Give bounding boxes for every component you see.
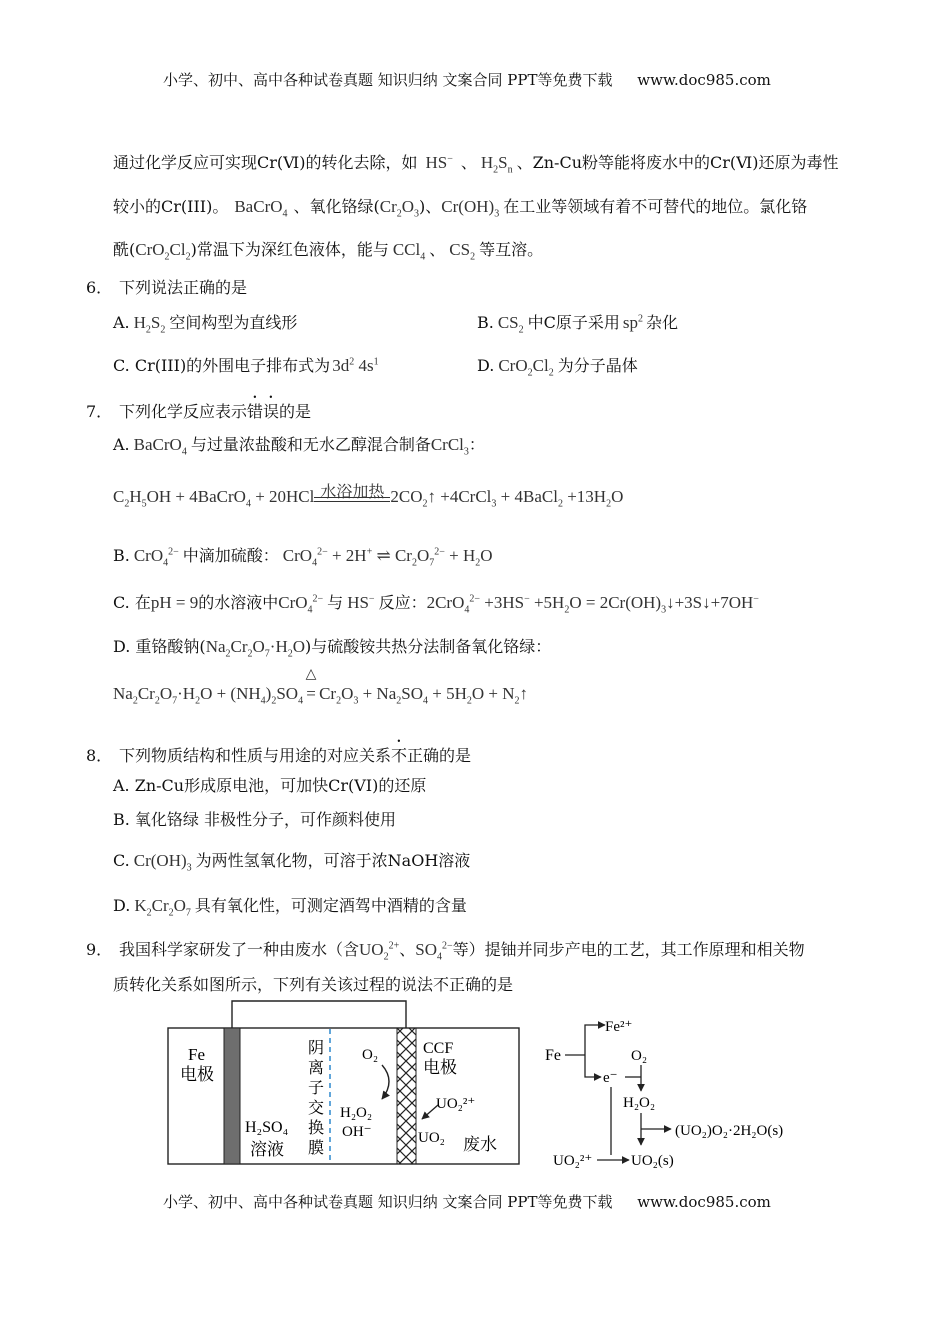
flow-fe2: Fe²⁺	[605, 1019, 633, 1035]
q8-option-a[interactable]: A. Zn-Cu形成原电池，可加快Cr(VI)的还原	[113, 776, 427, 795]
oh-label: OH⁻	[342, 1124, 372, 1140]
q7-d-equation: $Na_2Cr_2O_7\cdot H_2O + (NH_4)_2SO_4$ △ = $Cr_2O_3 + Na_2SO_4 + 5H_2O$ + $N_2↑$	[113, 667, 529, 707]
svg-text:离: 离	[308, 1060, 325, 1077]
q7-option-a[interactable]: A. BaCrO$_4$ 与过量浓盐酸和无水乙醇混合制备CrCl$_3$：	[113, 435, 485, 458]
external-wire	[232, 1001, 406, 1028]
q6-option-b[interactable]: B. $CS_2$ 中C原子采用 $sp^2$ 杂化	[477, 313, 679, 336]
uo2-ion-label: UO₂²⁺	[436, 1096, 476, 1112]
page-footer	[163, 1191, 771, 1212]
q8-stem: 8． 下列物质结构和性质与用途的对应关系不正确的是	[86, 746, 472, 765]
flow-product: (UO₂)O₂·2H₂O(s)	[675, 1123, 784, 1139]
q7-option-b[interactable]: B. CrO$_4^{2-}$ 中滴加硫酸： CrO$_4^{2-}$ + 2H+ ⇌ $Cr_2O_7^{2-} + H_2O$	[113, 546, 493, 569]
q9-stem-line-2: 质转化关系如图所示，下列有关该过程的说法不正确的是	[113, 975, 514, 994]
q9-stem-line-1: 9． 我国科学家研发了一种由废水（含$UO_2^{2+}$、$SO_4^{2-}$等）提铀并同步产电的工艺，其工作原理和相关物	[86, 940, 805, 963]
electrode-label: 电极	[180, 1065, 214, 1084]
q7-stem: 7． 下列化学反应表示错误的是	[86, 402, 312, 421]
svg-text:子: 子	[308, 1080, 325, 1097]
o2-label: O₂	[362, 1047, 379, 1063]
wastewater-label: 废水	[463, 1135, 497, 1154]
svg-text:膜: 膜	[308, 1140, 325, 1157]
h2so4-label: H₂SO₄	[245, 1119, 289, 1136]
uo2-solid-label: UO₂	[418, 1130, 445, 1146]
ccf-label: CCF	[423, 1040, 454, 1057]
q7-a-equation: $C_2H_5OH$ + 4BaCrO$_4$ + 20HCl 水浴加热 $2CO_2↑$ +4CrCl$_3$ + 4BaCl$_2$ $+13H_2O$	[113, 482, 624, 510]
svg-text:交: 交	[308, 1100, 325, 1117]
q7-option-c[interactable]: C. 在pH = 9的水溶液中CrO$_4^{2-}$ 与 HS− 反应：$2CrO_4^{2-} +3HS^- +5H_2O$ = $2Cr(OH)_3↓+3S↓+7OH^-$	[113, 593, 759, 616]
ccf-electrode-label: 电极	[423, 1058, 457, 1077]
fe-electrode	[224, 1028, 240, 1164]
svg-text:阴: 阴	[308, 1040, 325, 1057]
ccf-electrode	[397, 1028, 416, 1164]
flow-electron: e⁻	[603, 1070, 618, 1086]
q8-option-b[interactable]: B. 氧化铬绿 非极性分子，可作颜料使用	[113, 810, 397, 829]
cell-diagram	[160, 995, 530, 1170]
footer-text: 小学、初中、高中各种试卷真题 知识归纳 文案合同 PPT等免费下载	[163, 1193, 613, 1211]
q8-option-c[interactable]: C. $Cr(OH)_3$ 为两性氢氧化物，可溶于浓NaOH溶液	[113, 851, 471, 874]
q6-option-a[interactable]: A. $H_2S_2$ 空间构型为直线形	[113, 313, 298, 336]
q7-option-d[interactable]: D. 重铬酸钠$(Na_2Cr_2O_7\cdot H_2O)$与硫酸铵共热分法制备氧化铬绿：	[113, 637, 552, 660]
solution-label: 溶液	[250, 1140, 284, 1159]
page-header	[163, 69, 771, 90]
footer-site[interactable]: www.doc985.com	[637, 1193, 771, 1211]
q8-option-d[interactable]: D. $K_2Cr_2O_7$ 具有氧化性，可测定酒驾中酒精的含量	[113, 896, 467, 919]
header-site[interactable]: www.doc985.com	[637, 71, 771, 89]
flow-o2: O₂	[631, 1048, 648, 1064]
flow-h2o2: H₂O₂	[623, 1095, 656, 1111]
h2o2-label: H₂O₂	[340, 1105, 373, 1121]
q6-option-d[interactable]: D. $CrO_2Cl_2$ 为分子晶体	[477, 356, 638, 379]
intro-line-3: 酰$(CrO_2Cl_2)$常温下为深红色液体，能与 CCl$_4$ 、 $CS_2$ 等互溶。	[113, 240, 544, 263]
intro-line-2: 较小的Cr(III)。 BaCrO$_4$ 、氧化铬绿$(Cr_2O_3)$、$Cr(OH)_3$ 在工业等领域有着不可替代的地位。氯化铬	[113, 197, 808, 220]
flow-fe: Fe	[545, 1047, 561, 1064]
fe-label: Fe	[188, 1045, 205, 1064]
flow-uo2-ion: UO₂²⁺	[553, 1153, 593, 1169]
svg-text:换: 换	[308, 1120, 325, 1137]
flow-diagram	[545, 1005, 845, 1175]
intro-line-1: 通过化学反应可实现Cr(Ⅵ)的转化去除，如 HS− 、 $H_2S_n$ 、Zn-Cu粉等能将废水中的Cr(Ⅵ)还原为毒性	[113, 153, 839, 176]
header-text: 小学、初中、高中各种试卷真题 知识归纳 文案合同 PPT等免费下载	[163, 71, 613, 89]
flow-uo2-solid: UO₂(s)	[631, 1153, 674, 1169]
q6-option-c[interactable]: C. Cr(III)的外围电子排布式为 $3d^2$ $4s^1$	[113, 356, 379, 375]
q6-stem: 6． 下列说法正确的是	[86, 278, 248, 297]
